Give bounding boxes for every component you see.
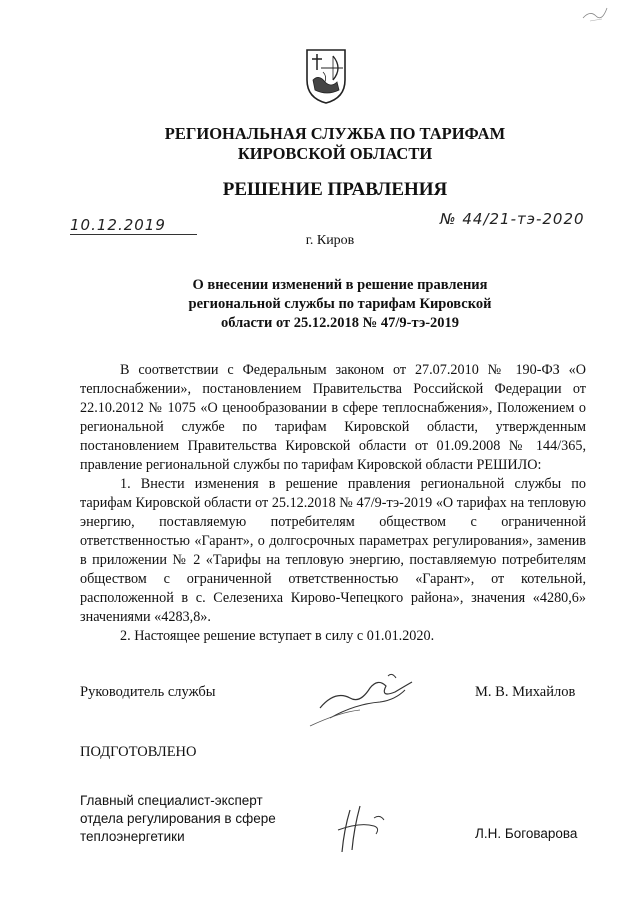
city-name: г. Киров <box>305 233 355 248</box>
coat-of-arms-emblem <box>303 46 349 106</box>
decision-item-1: 1. Внести изменения в решение правления региональной службы по тарифам Кировской области от 25.12.2018 № 47/9-тэ-2019 «О тарифах на тепловую энергию, поставляемую потребителям обществом с ограниченной ответственностью «Гарант», о долгосрочных параметрах регулирования», заменив в приложении № 2 «Тарифы на тепловую энергию, поставляемую потребителям обществом с ограниченной ответственностью «Гарант», от котельной, расположенной в с. Селезениха Кирово-Чепецкого района», значения «4280,6» значениями «4283,8». <box>80 476 586 625</box>
organization-name-line1: РЕГИОНАЛЬНАЯ СЛУЖБА ПО ТАРИФАМ <box>164 124 506 143</box>
corner-handwritten-mark <box>580 4 610 24</box>
document-date: 10.12.2019 <box>70 216 197 235</box>
subject-line: О внесении изменений в решение правления <box>192 277 488 293</box>
organization-name-line2: КИРОВСКОЙ ОБЛАСТИ <box>237 144 433 163</box>
signatory-name: М. В. Михайлов <box>475 684 576 700</box>
document-type-title: РЕШЕНИЕ ПРАВЛЕНИЯ <box>222 179 448 200</box>
prepared-heading: ПОДГОТОВЛЕНО <box>80 744 197 760</box>
preparer-position-line: теплоэнергетики <box>80 829 185 844</box>
subject-line: области от 25.12.2018 № 47/9-тэ-2019 <box>220 315 460 331</box>
preparer-name: Л.Н. Боговарова <box>475 826 578 841</box>
preamble-paragraph: В соответствии с Федеральным законом от 27.07.2010 № 190-ФЗ «О теплоснабжении», постановлением Правительства Российской Федерации от 22.10.2012 № 1075 «О ценообразовании в сфере теплоснабжения», Положением о региональной службе по тарифам Кировской области, утвержденным постановлением Правительства Кировской области от 01.09.2008 № 144/365, правление региональной службы по тарифам Кировской области РЕШИЛО: <box>80 362 586 473</box>
preparer-position <box>80 792 300 846</box>
handwritten-signature <box>300 668 430 728</box>
document-number: № 44/21-тэ-2020 <box>440 210 585 228</box>
document-subject <box>160 276 520 333</box>
signatory-role: Руководитель службы <box>80 684 216 700</box>
preparer-signature <box>330 800 410 860</box>
preparer-position-line: отдела регулирования в сфере <box>80 811 276 826</box>
document-body <box>80 361 586 646</box>
decision-item-2: 2. Настоящее решение вступает в силу с 01.01.2020. <box>120 628 435 644</box>
preparer-position-line: Главный специалист-эксперт <box>80 793 263 808</box>
subject-line: региональной службы по тарифам Кировской <box>188 296 492 312</box>
